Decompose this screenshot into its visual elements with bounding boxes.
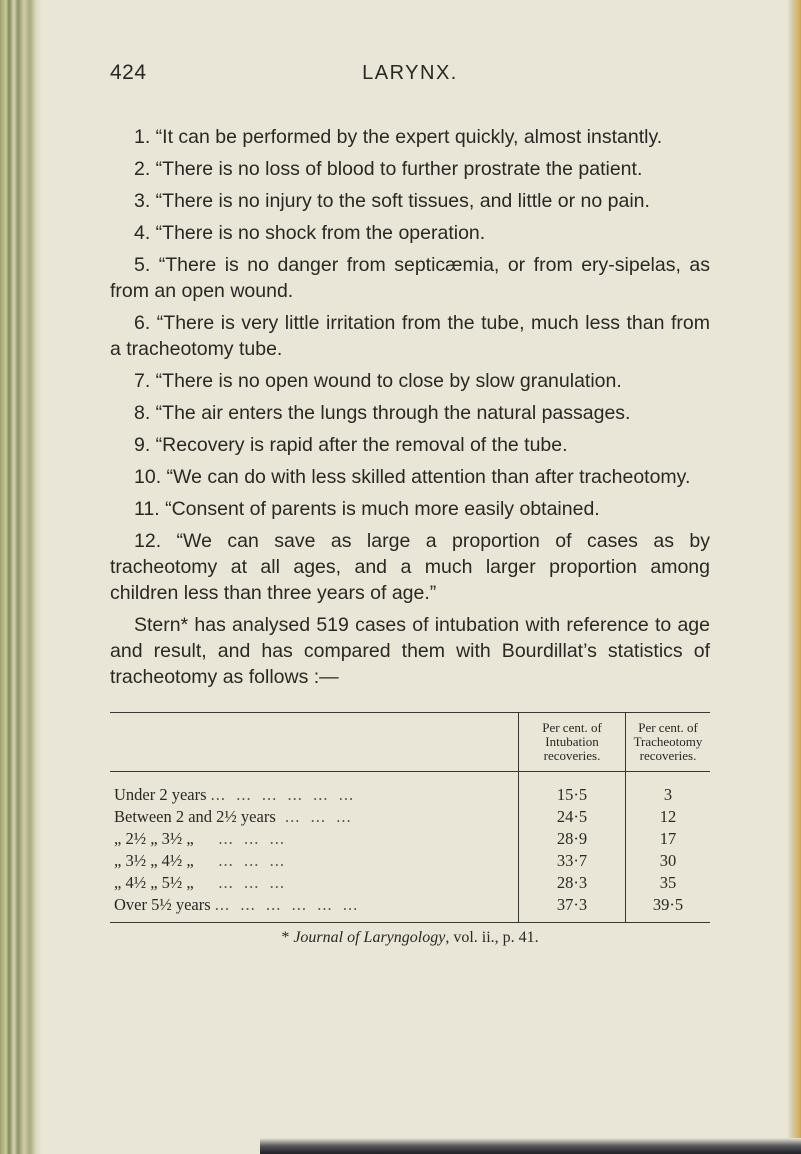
statistics-table	[110, 712, 710, 923]
paragraph: 12. “We can save as large a proportion of cases as by tracheotomy at all ages, and a much larger proportion among children less than three years of age.”	[110, 530, 710, 604]
row-label-text: „ 4½ „ 5½ „	[114, 873, 194, 892]
tracheotomy-value: 30	[659, 851, 677, 870]
table-header-row	[110, 713, 710, 772]
footnote-marker: *	[281, 929, 294, 946]
statistics-table-wrapper	[110, 712, 710, 923]
tracheotomy-value: 39·5	[652, 895, 684, 914]
table-header-intubation: Per cent. of Intubation recoveries.	[519, 713, 626, 772]
paragraph: 2. “There is no loss of blood to further prostrate the patient.	[134, 158, 643, 180]
intubation-value: 28·3	[519, 872, 626, 894]
table-row	[110, 806, 710, 828]
page-bottom-edge	[260, 1138, 801, 1154]
row-label-text: „ 2½ „ 3½ „	[114, 829, 194, 848]
paragraph: 3. “There is no injury to the soft tissues, and little or no pain.	[134, 190, 650, 212]
running-title: LARYNX.	[362, 62, 458, 84]
paragraph: 9. “Recovery is rapid after the removal of the tube.	[134, 434, 568, 456]
row-label-text: „ 3½ „ 4½ „	[114, 851, 194, 870]
page-right-edge	[787, 0, 801, 1154]
row-label: „ 2½ „ 3½ „ ... ... ...	[110, 828, 519, 850]
tracheotomy-value: 12	[659, 807, 677, 826]
footnote-reference: , vol. ii., p. 41.	[445, 929, 539, 946]
table-row	[110, 828, 710, 850]
paragraph: Stern* has analysed 519 cases of intubation with reference to age and result, and has compared them with Bourdillat’s statistics of tracheotomy as follows :—	[110, 614, 710, 688]
table-row	[110, 894, 710, 923]
paragraph: 5. “There is no danger from septicæmia, or from ery-sipelas, as from an open wound.	[110, 254, 710, 302]
intubation-value: 15·5	[519, 772, 626, 807]
book-binding-gutter	[0, 0, 42, 1154]
paragraph: 7. “There is no open wound to close by slow granulation.	[134, 370, 622, 392]
intubation-value: 37·3	[519, 894, 626, 923]
page-header	[110, 60, 710, 94]
paragraph: 4. “There is no shock from the operation.	[134, 222, 486, 244]
paragraph: 11. “Consent of parents is much more easily obtained.	[134, 498, 600, 520]
tracheotomy-value: 3	[663, 785, 673, 804]
intubation-value: 28·9	[519, 828, 626, 850]
intubation-value: 24·5	[519, 806, 626, 828]
table-header-tracheotomy: Per cent. of Tracheotomy recoveries.	[633, 720, 703, 763]
row-label: „ 3½ „ 4½ „ ... ... ...	[110, 850, 519, 872]
intubation-value: 33·7	[519, 850, 626, 872]
tracheotomy-value: 35	[659, 873, 677, 892]
page-number: 424	[110, 61, 147, 84]
tracheotomy-value: 17	[659, 829, 677, 848]
row-label: Between 2 and 2½ years ... ... ...	[110, 806, 519, 828]
footnote-journal-title: Journal of Laryngology	[293, 929, 446, 946]
table-row	[110, 772, 710, 807]
row-label-text: Under 2 years	[114, 785, 207, 804]
paragraph: 10. “We can do with less skilled attention than after tracheotomy.	[134, 466, 691, 488]
table-row	[110, 872, 710, 894]
row-label: „ 4½ „ 5½ „ ... ... ...	[110, 872, 519, 894]
row-label: Under 2 years ... ... ... ... ... ...	[110, 772, 519, 807]
table-header-label	[110, 713, 519, 772]
book-page	[110, 60, 710, 951]
row-label-text: Between 2 and 2½ years	[114, 807, 276, 826]
row-label: Over 5½ years ... ... ... ... ... ...	[110, 894, 519, 923]
paragraph: 8. “The air enters the lungs through the natural passages.	[134, 402, 631, 424]
table-row	[110, 850, 710, 872]
paragraph: 1. “It can be performed by the expert quickly, almost instantly.	[134, 126, 663, 148]
row-label-text: Over 5½ years	[114, 895, 211, 914]
footnote	[110, 925, 710, 951]
paragraph: 6. “There is very little irritation from the tube, much less than from a tracheotomy tube.	[110, 312, 710, 360]
